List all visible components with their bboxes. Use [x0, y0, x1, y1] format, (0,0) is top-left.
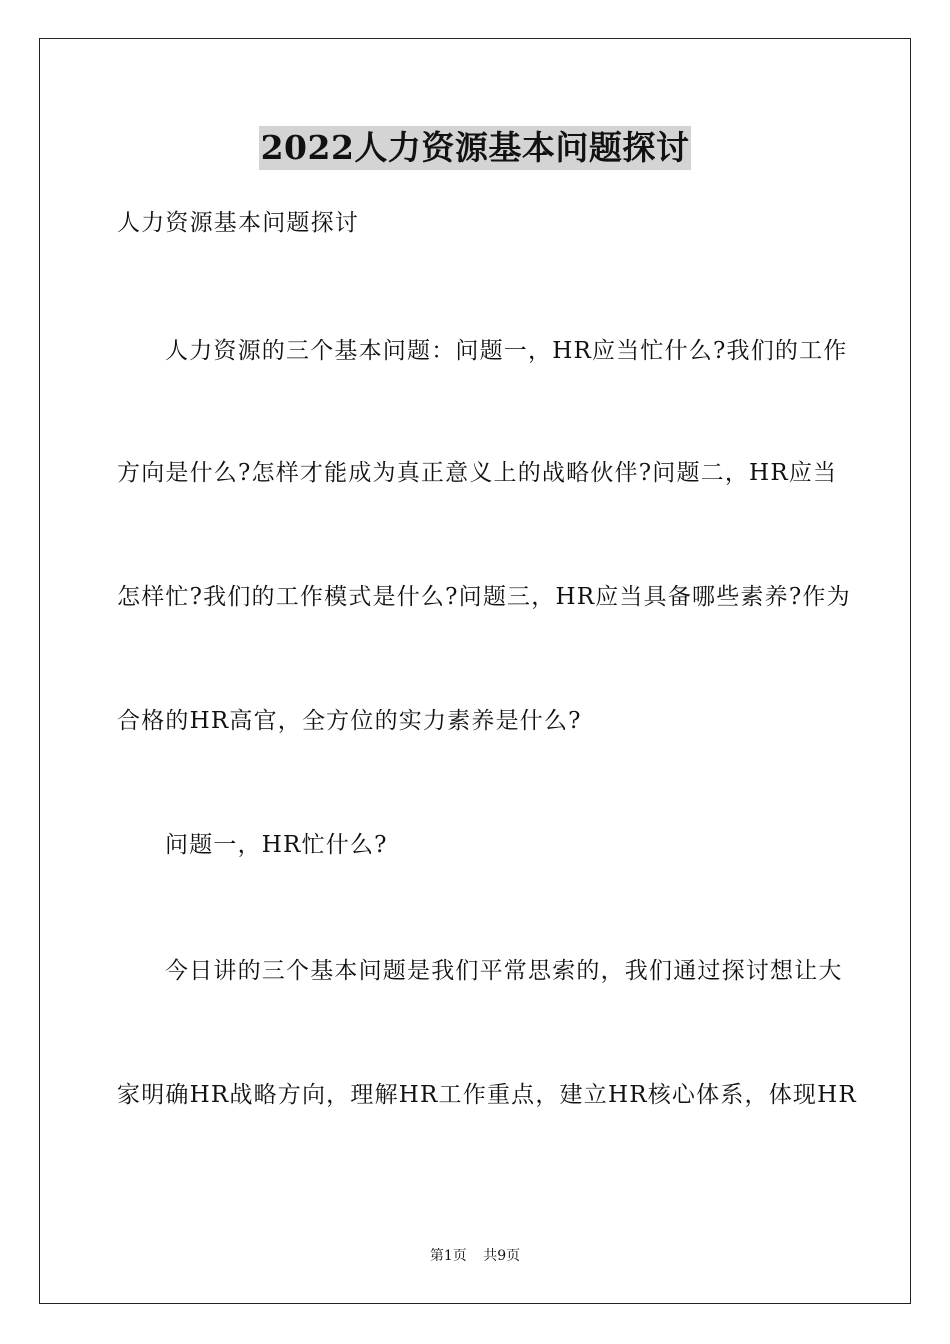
- title-container: [0, 126, 950, 170]
- page-number: 第1页: [429, 1248, 467, 1264]
- document-title: 2022人力资源基本问题探讨: [259, 126, 692, 170]
- paragraph-line: 今日讲的三个基本问题是我们平常思索的，我们通过探讨想让大: [165, 958, 843, 984]
- page-total: 共9页: [483, 1248, 521, 1264]
- paragraph-line: 方向是什么?怎样才能成为真正意义上的战略伙伴?问题二，HR应当: [117, 460, 838, 486]
- paragraph-line: 家明确HR战略方向，理解HR工作重点，建立HR核心体系，体现HR: [117, 1082, 857, 1108]
- section-heading: 问题一，HR忙什么?: [165, 832, 388, 858]
- document-subtitle: 人力资源基本问题探讨: [117, 210, 359, 236]
- page-footer: [0, 1246, 950, 1266]
- paragraph-line: 人力资源的三个基本问题：问题一，HR应当忙什么?我们的工作: [165, 338, 848, 364]
- paragraph-line: 合格的HR高官，全方位的实力素养是什么?: [117, 708, 582, 734]
- paragraph-line: 怎样忙?我们的工作模式是什么?问题三，HR应当具备哪些素养?作为: [117, 584, 851, 610]
